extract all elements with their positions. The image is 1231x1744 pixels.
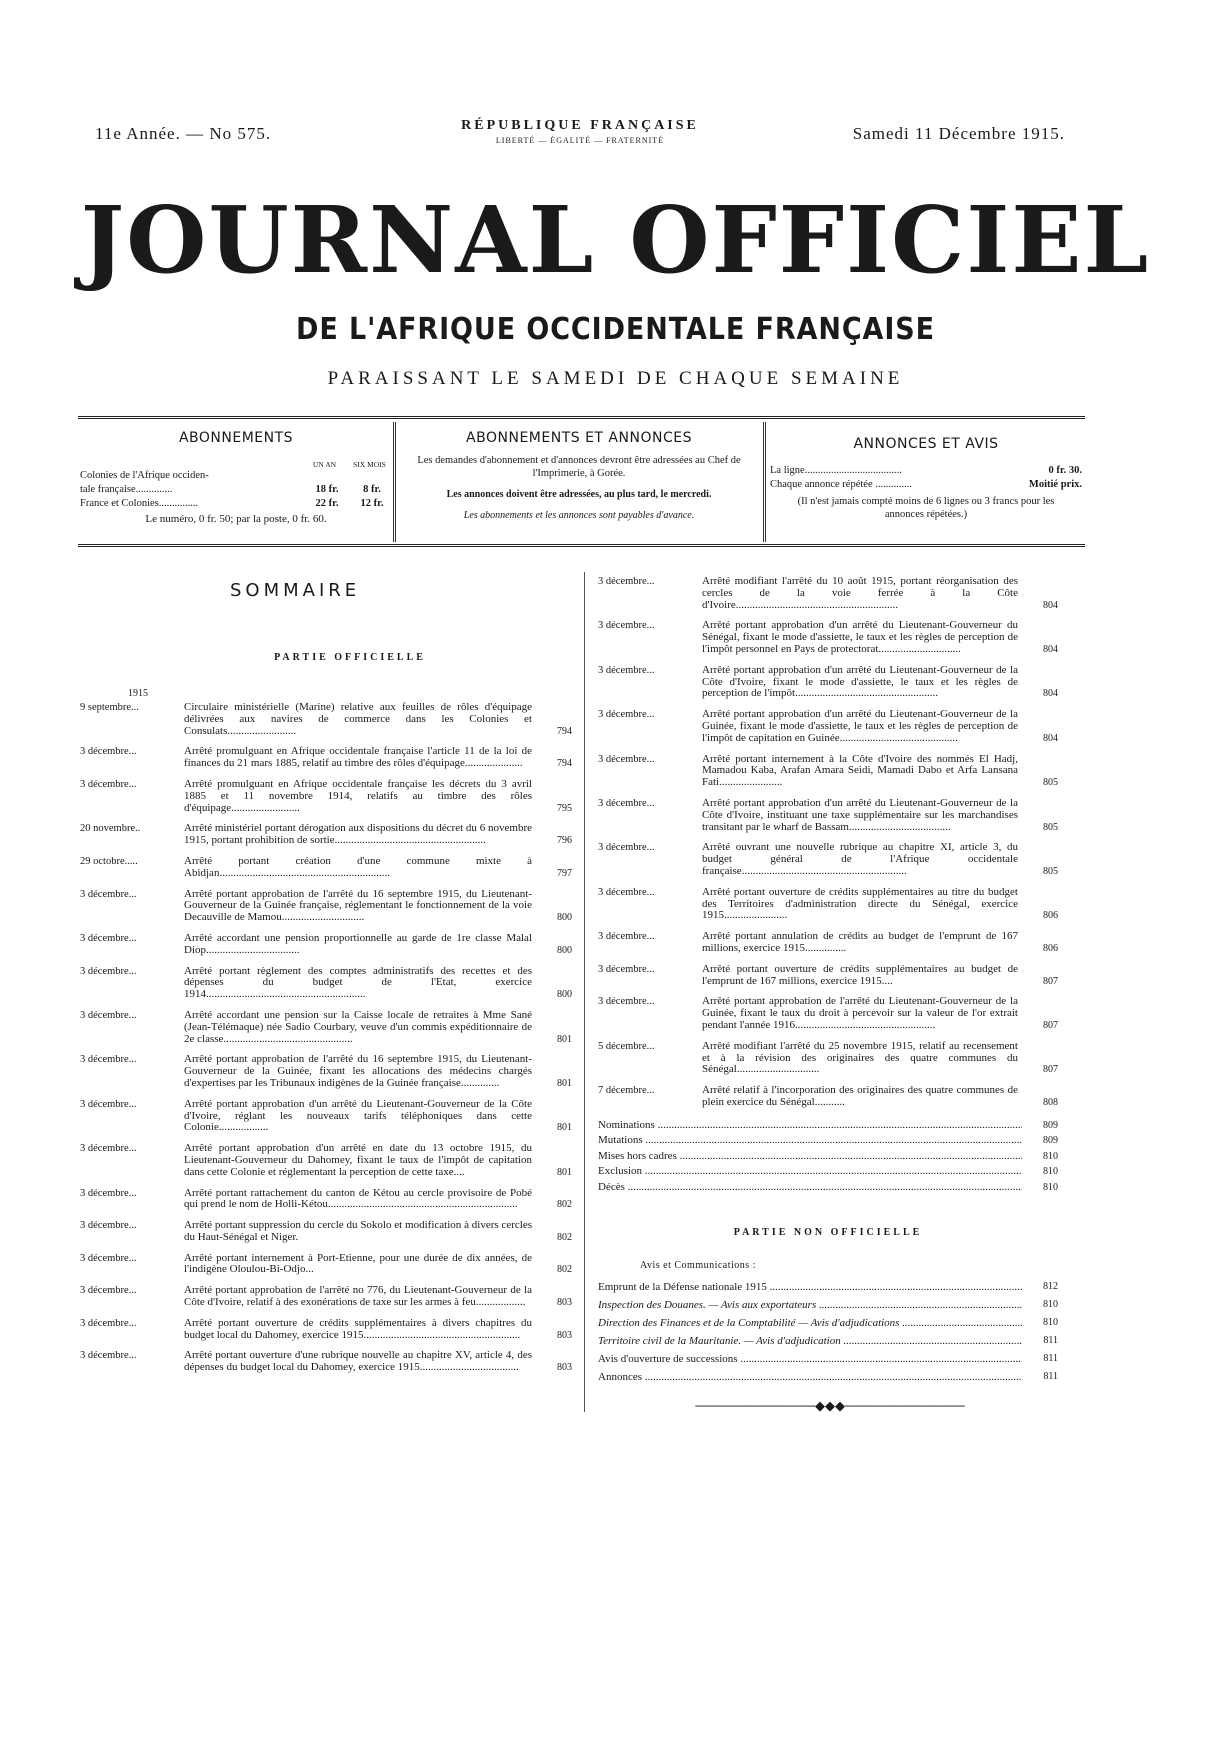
price-six: 8 fr. [363, 484, 381, 495]
entry-text: Arrêté portant ouverture d'une rubrique nouvelle au chapitre XV, article 4, des dépenses du budget local du Dahomey, exercice 1915.................................... [184, 1349, 532, 1374]
entry-page: 800 [557, 989, 572, 1001]
box-divider-1 [393, 422, 396, 542]
entry-text: Arrêté portant approbation d'un arrêté du Lieutenant-Gouverneur de la Côte d'Ivoire, instituant une taxe supplémentaire sur les marchandises transitant par le wharf de Bassam..................................... [702, 796, 1018, 833]
entry-text: Arrêté promulguant en Afrique occidentale française l'article 11 de la loi de finances du 21 mars 1885, relatif au timbre des rôles d'équipage..................... [184, 745, 532, 770]
year-label: 1915 [128, 688, 148, 699]
tarif-row [770, 478, 1082, 492]
entry-date: 3 décembre... [598, 963, 655, 975]
entry-text: Arrêté portant ouverture de crédits supplémentaires à divers chapitres du budget local du Dahomey, exercice 1915......................................................... [184, 1316, 532, 1341]
abonnements-columns [80, 460, 392, 469]
entry-date: 3 décembre... [80, 1009, 137, 1021]
non-official-text: Inspection des Douanes. — Avis aux exportateurs ..... [598, 1296, 1022, 1314]
misc-text: Mutations ..... [598, 1133, 1022, 1149]
sommaire-entry [80, 933, 572, 957]
misc-entry [598, 1118, 1058, 1134]
entry-date: 3 décembre... [80, 1143, 137, 1155]
tarif-note: (Il n'est jamais compté moins de 6 lignes ou 3 francs pour les annonces répétées.) [797, 496, 1055, 520]
sommaire-entry [80, 1350, 572, 1374]
sommaire-entry [80, 1010, 572, 1045]
publication-frequency: PARAISSANT LE SAMEDI DE CHAQUE SEMAINE [327, 368, 904, 389]
entry-text: Arrêté portant internement à la Côte d'Ivoire des nommés El Hadj, Mamadou Kaba, Arafan Amara Seidi, Mamadi Dabo et Arfa Lansana Fati....................... [702, 752, 1018, 789]
entry-text: Arrêté portant ouverture de crédits supplémentaires au budget de l'emprunt de 167 millions, exercice 1915.... [702, 962, 1018, 987]
sommaire-entry [598, 964, 1058, 988]
sommaire-entry [598, 842, 1058, 877]
misc-entry [598, 1149, 1058, 1165]
non-official-text: Annonces ..... [598, 1368, 1022, 1386]
misc-page: 809 [1043, 1119, 1058, 1131]
entry-date: 7 décembre... [598, 1085, 655, 1097]
entry-page: 800 [557, 912, 572, 924]
row-label: France et Colonies............... [80, 498, 199, 509]
non-official-text: Emprunt de la Défense nationale 1915 ..... [598, 1278, 1022, 1296]
entry-text: Arrêté ouvrant une nouvelle rubrique au chapitre XI, article 3, du budget général de l'Afrique occidentale française............................................................ [702, 841, 1018, 877]
misc-page: 810 [1043, 1150, 1058, 1162]
numero-price: Le numéro, 0 fr. 50; par la poste, 0 fr. 60. [145, 513, 327, 525]
entry-text: Arrêté portant approbation d'un arrêté en date du 13 octobre 1915, du Lieutenant-Gouverneur du Dahomey, fixant le taux de l'impôt de capitation dans cette Colonie et réglementant la perception de cette taxe.... [184, 1142, 532, 1178]
annonces-avis-head: ANNONCES ET AVIS [853, 436, 999, 452]
col-six-mois: SIX MOIS [353, 460, 386, 469]
entry-text: Arrêté portant internement à Port-Etienne, pour une durée de dix années, de l'indigène Oloulou-Bi-Odjo... [184, 1251, 532, 1276]
entry-date: 3 décembre... [80, 1054, 137, 1066]
box-rule-bottom [78, 544, 1085, 547]
tarif-label: La ligne..................................... [770, 465, 902, 476]
entry-text: Arrêté portant annulation de crédits au budget de l'emprunt de 167 millions, exercice 1915............... [702, 930, 1018, 954]
top-line [95, 118, 1065, 158]
entry-page: 794 [557, 758, 572, 770]
entry-page: 802 [557, 1199, 572, 1211]
non-official-page: 811 [1043, 1371, 1058, 1382]
entry-text: Arrêté accordant une pension sur la Caisse locale de retraites à Mme Sané (Jean-Télémaque) née Sadio Courbary, veuve d'un commis expéditionnaire de 2e classe............................................... [184, 1008, 532, 1045]
entry-date: 3 décembre... [598, 931, 655, 943]
entry-date: 3 décembre... [80, 1220, 137, 1232]
entry-text: Arrêté modifiant l'arrêté du 25 novembre 1915, relatif au recensement et à la révision des originaires des quatre communes du Sénégal.............................. [702, 1039, 1018, 1076]
entry-date: 3 décembre... [80, 1285, 137, 1297]
entry-page: 804 [1043, 688, 1058, 700]
tarif-label: Chaque annonce répétée .............. [770, 479, 912, 490]
non-official-list [598, 1278, 1058, 1386]
entry-text: Arrêté portant suppression du cercle du Sokolo et modification à divers cercles du Haut-Sénégal et Niger. [184, 1219, 532, 1243]
entry-date: 3 décembre... [80, 1252, 137, 1264]
price-an: 18 fr. [315, 484, 339, 495]
non-official-entry [598, 1332, 1058, 1350]
issue-date: Samedi 11 Décembre 1915. [852, 124, 1065, 143]
abonnement-row [80, 483, 392, 497]
sommaire-heading: SOMMAIRE [230, 580, 361, 601]
entry-date: 3 décembre... [598, 576, 655, 587]
sommaire-entry [80, 1318, 572, 1342]
sommaire-entry [80, 1285, 572, 1309]
non-official-entry [598, 1350, 1058, 1368]
misc-text: Nominations ..... [598, 1118, 1022, 1134]
column-rule [584, 572, 585, 1412]
sommaire-entry [80, 1054, 572, 1089]
sommaire-entry [80, 1099, 572, 1134]
entry-date: 3 décembre... [598, 664, 655, 676]
non-official-page: 812 [1043, 1281, 1058, 1292]
entry-page: 800 [557, 944, 572, 956]
masthead-title: JOURNAL OFFICIEL [80, 186, 1151, 294]
non-official-entry [598, 1314, 1058, 1332]
payment-note: Les abonnements et les annonces sont payables d'avance. [463, 510, 695, 521]
non-official-text: Avis d'ouverture de successions ..... [598, 1350, 1022, 1368]
entry-text: Arrêté ministériel portant dérogation aux dispositions du décret du 6 novembre 1915, portant prohibition de sortie....................................................... [184, 822, 532, 847]
left-column [80, 702, 572, 1383]
misc-text: Mises hors cadres ..... [598, 1149, 1022, 1165]
box-rule-top [78, 416, 1085, 419]
entry-page: 804 [1043, 732, 1058, 744]
entry-text: Arrêté accordant une pension proportionnelle au garde de 1re classe Malal Diop.................................. [184, 931, 532, 956]
entry-text: Arrêté portant approbation de l'arrêté du 16 septembre 1915, du Lieutenant-Gouverneur de la Guinée, fixant les allocations des médecins chargés d'expertises par les Tribunaux indigènes de la Guinée française.............. [184, 1053, 532, 1089]
misc-entry [598, 1180, 1058, 1196]
price-an: 22 fr. [315, 498, 339, 509]
price-six: 12 fr. [360, 498, 384, 509]
entry-date: 3 décembre... [80, 778, 137, 790]
entry-page: 801 [557, 1166, 572, 1178]
republique-motto: LIBERTÉ — ÉGALITÉ — FRATERNITÉ [495, 136, 665, 145]
tarif-value: Moitié prix. [1028, 479, 1082, 490]
entry-text: Arrêté portant création d'une commune mixte à Abidjan.............................................................. [184, 854, 532, 879]
abonnement-row [80, 469, 392, 483]
sommaire-entry [80, 702, 572, 737]
entry-page: 807 [1043, 975, 1058, 987]
entry-date: 3 décembre... [598, 709, 655, 721]
entry-date: 3 décembre... [80, 1350, 137, 1362]
partie-non-officielle-heading: PARTIE NON OFFICIELLE [733, 1227, 923, 1238]
entry-page: 802 [557, 1231, 572, 1243]
misc-page: 810 [1043, 1181, 1058, 1193]
entry-page: 805 [1043, 821, 1058, 833]
sommaire-entry [80, 823, 572, 847]
non-official-text: Territoire civil de la Mauritanie. — Avis d'adjudication ..... [598, 1332, 1022, 1350]
entry-text: Arrêté portant ouverture de crédits supplémentaires au titre du budget des Territoires d'administration directe du Sénégal, exercice 1915....................... [702, 885, 1018, 922]
sommaire-entry [598, 576, 1058, 611]
entry-date: 3 décembre... [80, 965, 137, 977]
entry-page: 804 [1043, 643, 1058, 655]
non-official-text: Direction des Finances et de la Comptabilité — Avis d'adjudications ..... [598, 1314, 1022, 1332]
entry-page: 804 [1043, 599, 1058, 611]
entry-date: 9 septembre... [80, 702, 139, 713]
misc-text: Décès ..... [598, 1180, 1022, 1196]
entry-page: 805 [1043, 865, 1058, 877]
entry-text: Arrêté portant approbation d'un arrêté du Lieutenant-Gouverneur de la Côte d'Ivoire, fixant le mode d'assiette, le taux et les règles de perception de l'impôt.................................................... [702, 663, 1018, 700]
entry-text: Arrêté relatif à l'incorporation des originaires des quatre communes de plein exercice du Sénégal........... [702, 1084, 1018, 1108]
non-official-entry [598, 1296, 1058, 1314]
entry-text: Arrêté promulguant en Afrique occidentale française les décrets du 3 avril 1885 et 11 novembre 1914, relatifs au timbre des rôles d'équipage......................... [184, 777, 532, 814]
misc-text: Exclusion ..... [598, 1164, 1022, 1180]
abonnements-annonces-head: ABONNEMENTS ET ANNONCES [466, 430, 692, 446]
tarif-value: 0 fr. 30. [1048, 465, 1082, 476]
entry-date: 3 décembre... [80, 1187, 137, 1199]
entry-page: 803 [557, 1329, 572, 1341]
sommaire-entry [598, 931, 1058, 955]
abonnements-head: ABONNEMENTS [178, 430, 294, 446]
ornament-divider: ─────────────◆◆◆───────────── [695, 1398, 965, 1413]
sommaire-entry [598, 665, 1058, 700]
entry-page: 794 [557, 725, 572, 737]
col-un-an: UN AN [312, 460, 337, 469]
entry-page: 801 [557, 1033, 572, 1045]
entry-page: 807 [1043, 1019, 1058, 1031]
misc-entry [598, 1164, 1058, 1180]
entry-date: 3 décembre... [80, 1098, 137, 1110]
address-note: Les demandes d'abonnement et d'annonces devront être adressées au Chef de l'Imprimerie, à Gorée. [417, 455, 741, 479]
entry-date: 3 décembre... [598, 620, 655, 632]
misc-entry [598, 1133, 1058, 1149]
right-column [598, 576, 1058, 1195]
entry-text: Arrêté modifiant l'arrêté du 10 août 1915, portant réorganisation des cercles de la voie ferrée à la Côte d'Ivoire........................................................... [702, 575, 1018, 611]
entry-text: Arrêté portant règlement des comptes administratifs des recettes et des dépenses du budget de l'Etat, exercice 1914.......................................................... [184, 964, 532, 1001]
entry-page: 801 [557, 1122, 572, 1134]
entry-page: 805 [1043, 777, 1058, 789]
sommaire-entry [598, 754, 1058, 789]
sommaire-entry [80, 1220, 572, 1244]
entry-date: 3 décembre... [598, 842, 655, 854]
entry-date: 3 décembre... [80, 888, 137, 900]
entry-date: 5 décembre... [598, 1040, 655, 1052]
non-official-page: 810 [1043, 1299, 1058, 1310]
entry-date: 3 décembre... [598, 996, 655, 1008]
misc-page: 809 [1043, 1135, 1058, 1147]
entry-page: 795 [557, 802, 572, 814]
entry-text: Arrêté portant approbation d'un arrêté du Lieutenant-Gouverneur de la Côte d'Ivoire, réglant les nouveaux tarifs téléphoniques dans cette Colonie.................. [184, 1097, 532, 1134]
sommaire-entry [80, 746, 572, 770]
sommaire-entry [80, 1188, 572, 1212]
entry-date: 3 décembre... [598, 753, 655, 765]
avis-heading: Avis et Communications : [640, 1260, 756, 1271]
sommaire-entry [598, 1085, 1058, 1109]
abonnements-annonces-box [398, 424, 760, 540]
entry-date: 3 décembre... [80, 932, 137, 944]
non-official-entry [598, 1368, 1058, 1386]
entry-page: 802 [557, 1264, 572, 1276]
sommaire-entry [598, 709, 1058, 744]
entry-page: 806 [1043, 942, 1058, 954]
entry-page: 806 [1043, 910, 1058, 922]
row-label: tale française.............. [80, 484, 173, 495]
sommaire-entry [598, 996, 1058, 1031]
sommaire-entry [80, 889, 572, 924]
sommaire-entry [598, 887, 1058, 922]
sommaire-entry [80, 856, 572, 880]
entry-text: Arrêté portant approbation de l'arrêté no 776, du Lieutenant-Gouverneur de la Côte d'Ivoire, relatif à des exonérations de taxe sur les armes à feu.................. [184, 1284, 532, 1309]
entry-page: 803 [557, 1362, 572, 1374]
issue-number: 11e Année. — No 575. [95, 124, 272, 143]
entry-text: Arrêté portant rattachement du canton de Kétou au cercle provisoire de Pobé qui prend le nom de Holli-Kétou..................................................................... [184, 1186, 532, 1211]
sommaire-entry [598, 620, 1058, 655]
entry-date: 20 novembre.. [80, 823, 141, 835]
entry-page: 807 [1043, 1064, 1058, 1076]
entry-page: 796 [557, 835, 572, 847]
non-official-entry [598, 1278, 1058, 1296]
entry-page: 803 [557, 1297, 572, 1309]
sommaire-entry [598, 798, 1058, 833]
abonnements-box [80, 424, 392, 540]
annonces-avis-box [770, 424, 1082, 540]
deadline-note: Les annonces doivent être adressées, au plus tard, le mercredi. [446, 489, 712, 500]
entry-page: 797 [557, 867, 572, 879]
entry-text: Arrêté portant approbation de l'arrêté du Lieutenant-Gouverneur de la Guinée, fixant le taux du droit à percevoir sur la valeur de l'or extrait pendant l'année 1916................................................... [702, 995, 1018, 1031]
non-official-page: 811 [1043, 1335, 1058, 1346]
entry-text: Arrêté portant approbation d'un arrêté du Lieutenant-Gouverneur du Sénégal, fixant le mode d'assiette, le taux et les règles de perception de l'impôt personnel en Pays de protectorat.............................. [702, 619, 1018, 655]
entry-date: 3 décembre... [80, 746, 137, 758]
partie-officielle-heading: PARTIE OFFICIELLE [274, 652, 426, 663]
sommaire-entry [80, 1253, 572, 1277]
sommaire-entry [80, 1143, 572, 1178]
entry-date: 3 décembre... [598, 797, 655, 809]
entry-date: 3 décembre... [80, 1317, 137, 1329]
misc-page: 810 [1043, 1166, 1058, 1178]
entry-text: Arrêté portant approbation d'un arrêté du Lieutenant-Gouverneur de la Guinée, fixant le mode d'assiette, le taux et les règles de perception de l'impôt de capitation en Guinée........................................... [702, 708, 1018, 744]
row-label: Colonies de l'Afrique occiden- [80, 470, 209, 481]
republique-title: RÉPUBLIQUE FRANÇAISE [461, 118, 699, 133]
tarif-row [770, 464, 1082, 478]
entry-text: Circulaire ministérielle (Marine) relative aux feuilles de rôles d'équipage délivrées aux navires de commerce dans les Colonies et Consulats......................... [184, 701, 532, 737]
sommaire-entry [80, 966, 572, 1001]
box-divider-2 [763, 422, 766, 542]
non-official-page: 811 [1043, 1353, 1058, 1364]
sommaire-entry [80, 779, 572, 814]
masthead-subtitle: DE L'AFRIQUE OCCIDENTALE FRANÇAISE [296, 312, 935, 347]
non-official-page: 810 [1043, 1317, 1058, 1328]
entry-page: 801 [557, 1077, 572, 1089]
entry-text: Arrêté portant approbation de l'arrêté du 16 septembre 1915, du Lieutenant-Gouverneur de la Guinée française, réglementant le fonctionnement de la voie Decauville de Mamou.............................. [184, 887, 532, 924]
entry-page: 808 [1043, 1096, 1058, 1108]
entry-date: 29 octobre..... [80, 855, 138, 867]
entry-date: 3 décembre... [598, 886, 655, 898]
abonnement-row [80, 497, 392, 511]
sommaire-entry [598, 1041, 1058, 1076]
